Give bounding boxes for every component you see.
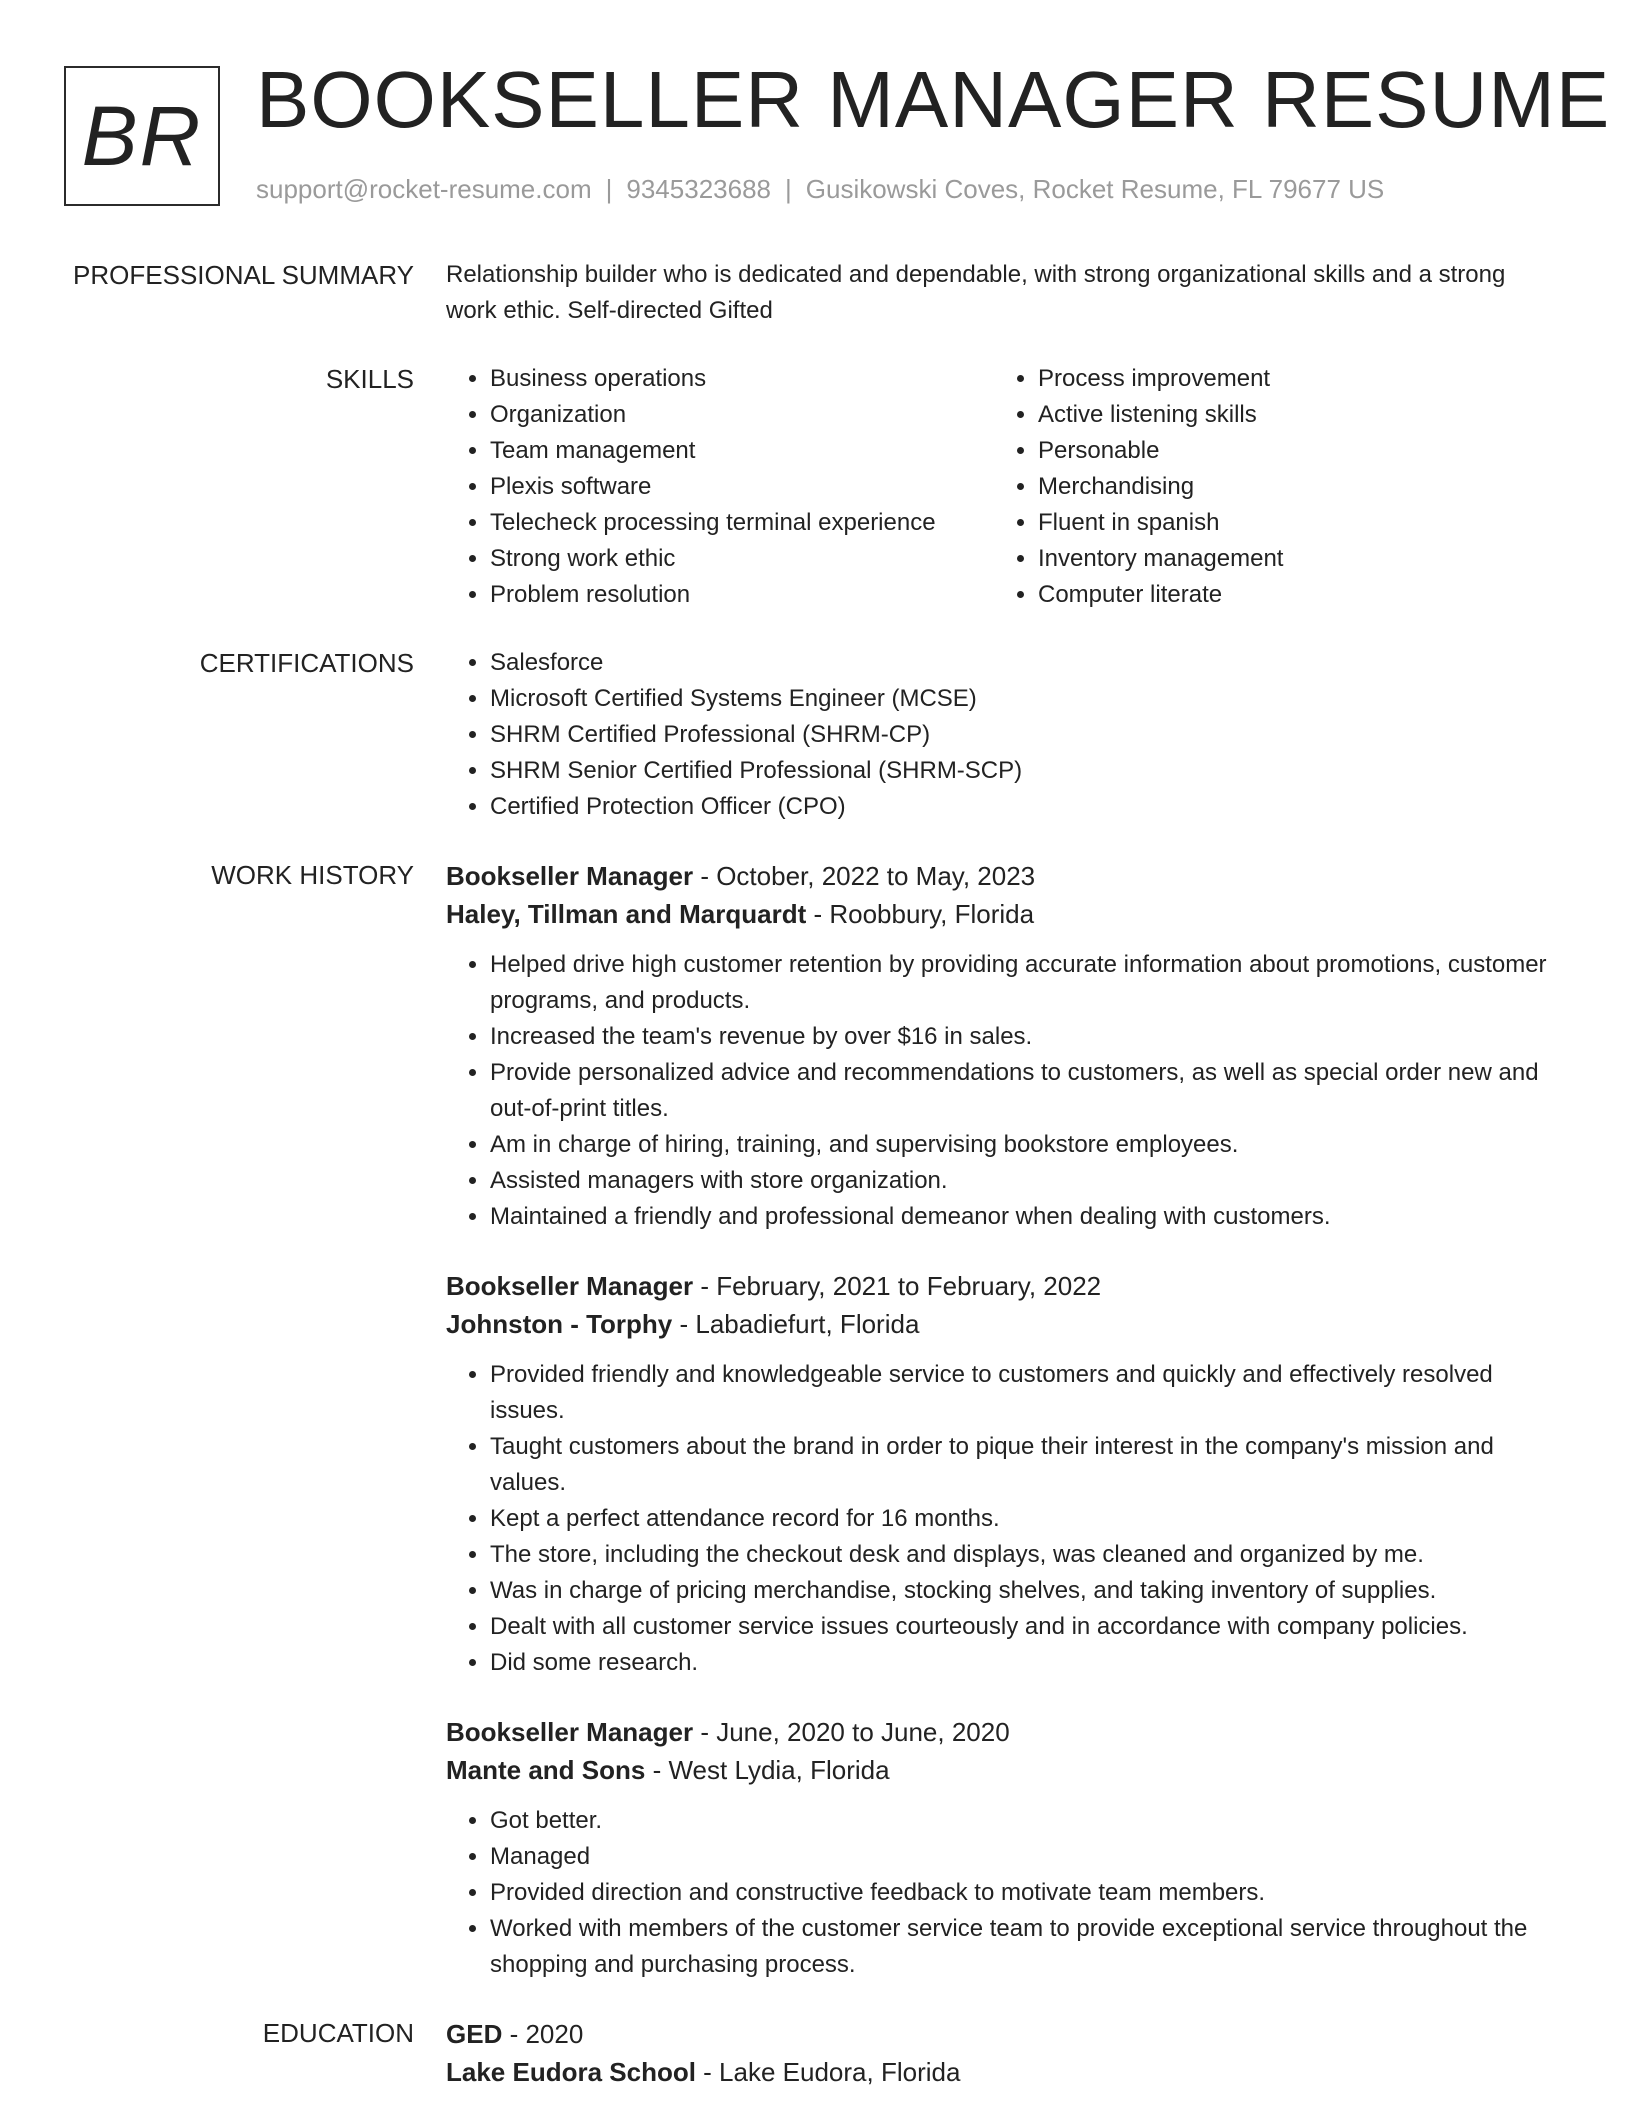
certification-item: • SHRM Certified Professional (SHRM-CP) bbox=[490, 717, 1556, 753]
monogram-initials: BR bbox=[81, 89, 203, 183]
certification-item: • Certified Protection Officer (CPO) bbox=[490, 789, 1556, 825]
contact-email: support@rocket-resume.com bbox=[256, 174, 592, 204]
job-bullet: • Kept a perfect attendance record for 16 months. bbox=[490, 1501, 1556, 1537]
education-year: - 2020 bbox=[502, 2019, 584, 2049]
certification-item: • Salesforce bbox=[490, 645, 1556, 681]
skill-item: • Merchandising bbox=[1038, 469, 1598, 505]
job-entry bbox=[446, 1713, 1556, 1983]
resume-title: BOOKSELLER MANAGER RESUME bbox=[256, 55, 1611, 144]
job-company: Mante and Sons bbox=[446, 1755, 646, 1785]
job-dates: - October, 2022 to May, 2023 bbox=[693, 861, 1036, 891]
skill-item: • Strong work ethic bbox=[490, 541, 994, 577]
job-bullet: • Provided direction and constructive feedback to motivate team members. bbox=[490, 1875, 1556, 1911]
skills-list-left bbox=[446, 361, 994, 613]
job-bullet: • Taught customers about the brand in order to pique their interest in the company's mission and values. bbox=[490, 1429, 1556, 1501]
skill-item: • Inventory management bbox=[1038, 541, 1598, 577]
job-title: Bookseller Manager bbox=[446, 1271, 694, 1301]
education-location: - Lake Eudora, Florida bbox=[695, 2057, 961, 2087]
job-bullet: • Assisted managers with store organization. bbox=[490, 1163, 1556, 1199]
education-section bbox=[0, 2015, 1632, 2091]
contact-phone: 9345323688 bbox=[626, 174, 771, 204]
contact-separator: | bbox=[785, 174, 792, 204]
job-location: - West Lydia, Florida bbox=[645, 1755, 890, 1785]
certification-item: • Microsoft Certified Systems Engineer (MCSE) bbox=[490, 681, 1556, 717]
skill-item: • Business operations bbox=[490, 361, 994, 397]
work-history-section bbox=[0, 857, 1632, 1983]
job-bullet: • Increased the team's revenue by over $16 in sales. bbox=[490, 1019, 1556, 1055]
education-school: Lake Eudora School bbox=[446, 2057, 696, 2087]
job-title-line bbox=[446, 1267, 1556, 1305]
job-bullet: • Maintained a friendly and professional demeanor when dealing with customers. bbox=[490, 1199, 1556, 1235]
skill-item: • Process improvement bbox=[1038, 361, 1598, 397]
job-bullets bbox=[446, 1357, 1556, 1681]
job-title: Bookseller Manager bbox=[446, 861, 694, 891]
job-bullet: • The store, including the checkout desk and displays, was cleaned and organized by me. bbox=[490, 1537, 1556, 1573]
resume-body bbox=[0, 257, 1632, 2091]
skill-item: • Telecheck processing terminal experience bbox=[490, 505, 994, 541]
monogram-box bbox=[64, 66, 220, 206]
education-heading: EDUCATION bbox=[262, 2018, 414, 2048]
skill-item: • Team management bbox=[490, 433, 994, 469]
job-title-line bbox=[446, 857, 1556, 895]
job-company-line bbox=[446, 895, 1556, 933]
certification-item: • SHRM Senior Certified Professional (SHRM-SCP) bbox=[490, 753, 1556, 789]
skill-item: • Personable bbox=[1038, 433, 1598, 469]
job-location: - Labadiefurt, Florida bbox=[672, 1309, 920, 1339]
job-entry bbox=[446, 1267, 1556, 1681]
job-bullet: • Am in charge of hiring, training, and supervising bookstore employees. bbox=[490, 1127, 1556, 1163]
skill-item: • Fluent in spanish bbox=[1038, 505, 1598, 541]
job-bullet: • Provided friendly and knowledgeable service to customers and quickly and effectively resolved issues. bbox=[490, 1357, 1556, 1429]
job-bullet: • Was in charge of pricing merchandise, stocking shelves, and taking inventory of supplies. bbox=[490, 1573, 1556, 1609]
certifications-heading: CERTIFICATIONS bbox=[199, 648, 414, 678]
contact-address: Gusikowski Coves, Rocket Resume, FL 79677 US bbox=[805, 174, 1385, 204]
skill-item: • Plexis software bbox=[490, 469, 994, 505]
job-dates: - June, 2020 to June, 2020 bbox=[693, 1717, 1010, 1747]
job-bullet: • Did some research. bbox=[490, 1645, 1556, 1681]
education-degree: GED bbox=[446, 2019, 503, 2049]
work-history-heading: WORK HISTORY bbox=[211, 860, 414, 890]
job-bullet: • Worked with members of the customer service team to provide exceptional service throughout the shopping and purchasing process. bbox=[490, 1911, 1556, 1983]
job-bullet: • Got better. bbox=[490, 1803, 1556, 1839]
job-company-line bbox=[446, 1751, 1556, 1789]
skill-item: • Problem resolution bbox=[490, 577, 994, 613]
job-bullet: • Provide personalized advice and recommendations to customers, as well as special order new and out-of-print titles. bbox=[490, 1055, 1556, 1127]
certifications-list bbox=[446, 645, 1556, 825]
summary-heading: PROFESSIONAL SUMMARY bbox=[73, 260, 414, 290]
summary-text: Relationship builder who is dedicated and dependable, with strong organizational skills and a strong work ethic. Self-directed Gifted bbox=[446, 261, 1506, 324]
job-dates: - February, 2021 to February, 2022 bbox=[693, 1271, 1102, 1301]
job-company: Haley, Tillman and Marquardt bbox=[446, 899, 807, 929]
job-bullet: • Dealt with all customer service issues courteously and in accordance with company policies. bbox=[490, 1609, 1556, 1645]
job-bullet: • Managed bbox=[490, 1839, 1556, 1875]
job-title-line bbox=[446, 1713, 1556, 1751]
job-entry bbox=[446, 857, 1556, 1235]
skill-item: • Organization bbox=[490, 397, 994, 433]
skill-item: • Active listening skills bbox=[1038, 397, 1598, 433]
contact-line bbox=[256, 174, 1384, 205]
job-bullets bbox=[446, 947, 1556, 1235]
contact-separator: | bbox=[605, 174, 613, 204]
education-school-line bbox=[446, 2053, 1556, 2091]
job-company: Johnston - Torphy bbox=[446, 1309, 673, 1339]
job-location: - Roobbury, Florida bbox=[806, 899, 1035, 929]
skill-item: • Computer literate bbox=[1038, 577, 1598, 613]
certifications-section bbox=[0, 645, 1632, 825]
skills-heading: SKILLS bbox=[325, 364, 414, 394]
education-degree-line bbox=[446, 2015, 1556, 2053]
job-company-line bbox=[446, 1305, 1556, 1343]
skills-list-right bbox=[994, 361, 1598, 613]
job-bullet: • Helped drive high customer retention by providing accurate information about promotions, customer programs, and products. bbox=[490, 947, 1556, 1019]
summary-section bbox=[0, 257, 1632, 329]
job-bullets bbox=[446, 1803, 1556, 1983]
job-title: Bookseller Manager bbox=[446, 1717, 694, 1747]
skills-section bbox=[0, 361, 1632, 613]
